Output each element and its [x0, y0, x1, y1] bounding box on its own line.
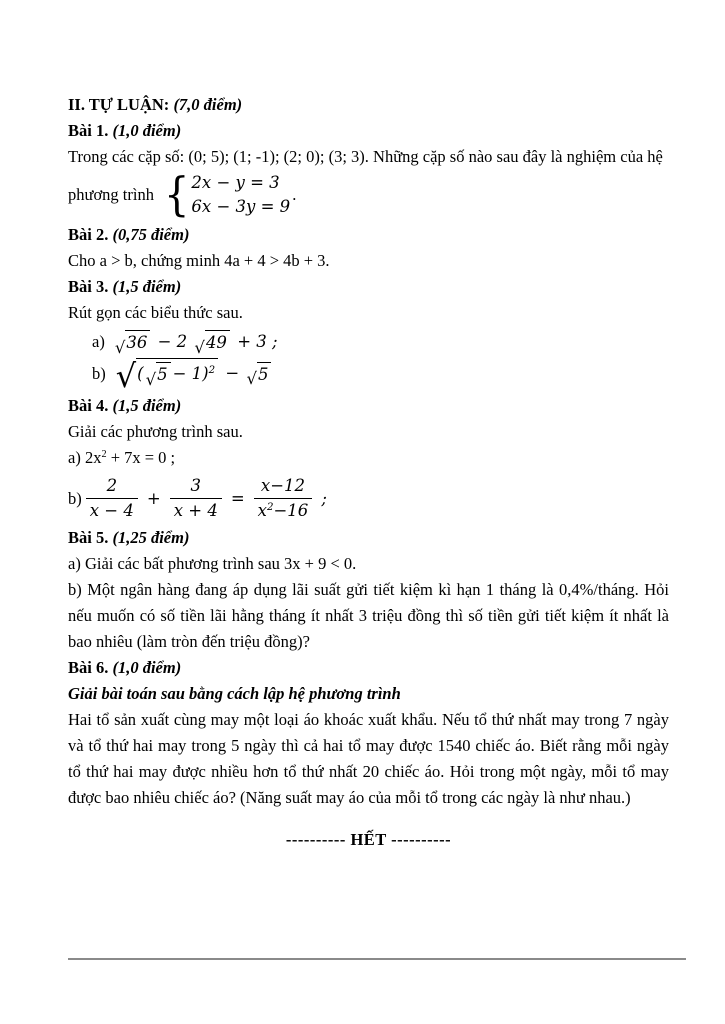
- sqrt-5: √ 5: [246, 362, 271, 387]
- bai3-label: Bài 3.: [68, 277, 109, 296]
- bai3-b-marker: b): [92, 364, 106, 383]
- bai1-label: Bài 1.: [68, 121, 109, 140]
- document-content: [68, 92, 669, 853]
- bai1-eq2: 6x − 3y = 9: [191, 197, 291, 216]
- section-title: II. TỰ LUẬN:: [68, 95, 170, 114]
- sqrt-symbol: √: [194, 337, 205, 357]
- bai3-points: (1,5 điểm): [112, 277, 182, 296]
- bai1-equations: [191, 171, 290, 219]
- bai4-heading: [68, 393, 669, 419]
- bai1-system-line: [68, 168, 669, 222]
- bai4-b-expression: $\frac{2}{x - 4}$ + $\frac{3}{x + 4}$ = $\frac{x-12}{x^2-16}$ ;: [82, 475, 332, 522]
- bai1-eq1: 2x − y = 3: [191, 173, 280, 192]
- bai2-text: Cho a > b, chứng minh 4a + 4 > 4b + 3.: [68, 251, 330, 270]
- bai5-heading: [68, 525, 669, 551]
- exponent: 2: [266, 501, 274, 513]
- sqrt-5: √ 5: [146, 362, 171, 387]
- bai4-b-marker: b): [68, 488, 82, 508]
- exponent: 2: [101, 448, 107, 460]
- bai6-label: Bài 6.: [68, 658, 109, 677]
- bai3-item-a: [68, 329, 669, 355]
- bai5-item-a: a) Giải các bất phương trình sau 3x + 9 < 0.: [68, 554, 357, 573]
- end-marker: ---------- HẾT ----------: [285, 830, 452, 849]
- sqrt-49: √ 49: [194, 330, 230, 355]
- sqrt-symbol: √: [246, 369, 257, 388]
- bai5-label: Bài 5.: [68, 528, 109, 547]
- footer-divider: [68, 958, 686, 960]
- bai1-heading: [68, 118, 669, 144]
- bai6-subtitle: Giải bài toán sau bằng cách lập hệ phương trình: [68, 684, 401, 703]
- sqrt-36: √ 36: [115, 330, 151, 355]
- sqrt-symbol: √: [115, 357, 137, 395]
- bai2-label: Bài 2.: [68, 225, 109, 244]
- bai1-period: .: [292, 185, 297, 204]
- bai5-item-b: b) Một ngân hàng đang áp dụng lãi suất gửi tiết kiệm kì hạn 1 tháng là 0,4%/tháng. Hỏi nếu muốn có số tiền lãi hằng tháng ít nhất 3 triệu đồng thì số tiền gửi tiết kiệm ít nhất là bao nhiêu (làm tròn đến triệu đồng)?: [68, 580, 669, 651]
- bai4-points: (1,5 điểm): [112, 396, 182, 415]
- left-brace-symbol: {: [163, 168, 190, 222]
- bai3-item-b: [68, 357, 669, 395]
- bai4-a-marker: a): [68, 448, 81, 467]
- sqrt-symbol: √: [114, 337, 126, 357]
- bai5-points: (1,25 điểm): [112, 528, 190, 547]
- bai1-prefix: phương trình: [68, 185, 154, 204]
- bai4-item-a: [68, 445, 669, 471]
- bai2-points: (0,75 điểm): [112, 225, 190, 244]
- section-heading: [68, 92, 669, 118]
- bai1-points: (1,0 điểm): [112, 121, 182, 140]
- bai3-a-expression: √ 36 − 2 √ 49 + 3 ;: [114, 332, 278, 357]
- exponent: 2: [208, 364, 216, 376]
- bai4-intro: Giải các phương trình sau.: [68, 422, 243, 441]
- fraction-1: $\frac{2}{x - 4}$: [86, 475, 138, 522]
- fraction-3: $\frac{x-12}{x^2-16}$: [254, 475, 313, 522]
- bai4-a-expression: $2x^2 + 7x = 0$ ;: [84, 448, 176, 467]
- section-points: (7,0 điểm): [173, 95, 243, 114]
- bai4-item-b: [68, 475, 669, 522]
- bai2-heading: [68, 222, 669, 248]
- bai3-b-expression: √ ( √ 5 − 1)$^2$ − √ 5: [114, 358, 274, 390]
- bai6-points: (1,0 điểm): [112, 658, 182, 677]
- bai4-label: Bài 4.: [68, 396, 109, 415]
- bai6-heading: [68, 655, 669, 681]
- outer-sqrt: √ ( √ 5 − 1)$^2$: [116, 358, 218, 390]
- sqrt-symbol: √: [145, 369, 157, 389]
- bai3-intro: Rút gọn các biểu thức sau.: [68, 303, 243, 322]
- bai3-heading: [68, 274, 669, 300]
- fraction-2: $\frac{3}{x + 4}$: [170, 475, 222, 522]
- bai3-a-marker: a): [92, 332, 105, 351]
- bai6-text: Hai tổ sản xuất cùng may một loại áo khoác xuất khẩu. Nếu tổ thứ nhất may trong 7 ngày và tổ thứ hai may trong 5 ngày thì cả hai tổ may được 1540 chiếc áo. Biết rằng mỗi ngày tổ thứ hai may được nhiều hơn tổ thứ nhất 20 chiếc áo. Hỏi trong một ngày, mỗi tổ may được bao nhiêu chiếc áo? (Năng suất may áo của mỗi tổ trong các ngày là như nhau.): [68, 710, 669, 807]
- bai1-intro: Trong các cặp số: (0; 5); (1; -1); (2; 0); (3; 3). Những cặp số nào sau đây là nghiệm của hệ: [68, 147, 663, 166]
